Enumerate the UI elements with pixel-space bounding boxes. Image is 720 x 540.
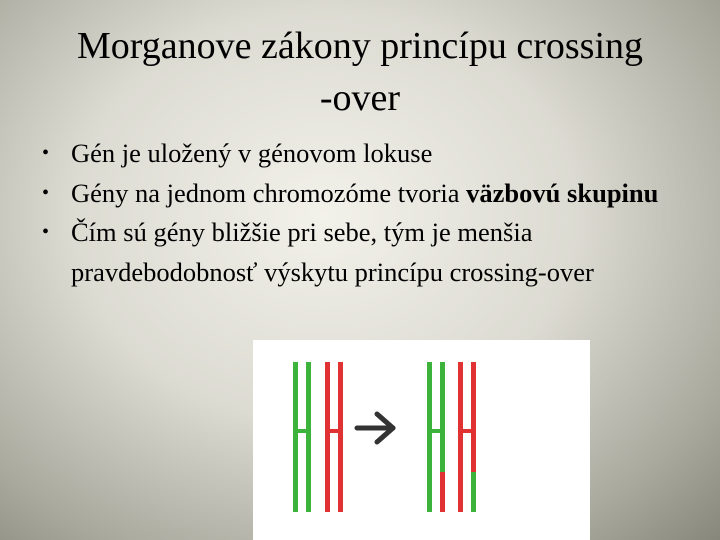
bullet-text: Gény na jednom chromozóme tvoria	[71, 177, 467, 208]
bullet-dot: •	[42, 181, 50, 204]
bullet-text: Gén je uložený v génovom lokuse	[71, 138, 433, 168]
bullet-item	[42, 174, 702, 214]
bullet-item	[42, 213, 702, 292]
chromosome-diagram	[253, 340, 590, 540]
chromosome-green-left	[293, 362, 311, 512]
bullet-bold-text: väzbovú skupinu	[466, 177, 659, 208]
title-line-2: -over	[319, 77, 401, 119]
chromosome-red-right	[458, 362, 476, 512]
slide-title	[20, 20, 700, 124]
bullet-list	[42, 134, 702, 292]
bullet-item	[42, 134, 702, 174]
bullet-dot: •	[42, 221, 50, 243]
chromosome-green-right	[427, 362, 445, 512]
chromosome-red-left	[325, 362, 343, 512]
bullet-dot: •	[42, 142, 50, 164]
title-line-1: Morganove zákony princípu crossing	[76, 25, 643, 67]
bullet-text: Čím sú gény bližšie pri sebe, tým je menšia pravdebodobnosť výskytu princípu crossing-over	[71, 217, 594, 287]
crossing-over-figure	[253, 340, 590, 540]
arrow-right-icon	[357, 414, 393, 442]
